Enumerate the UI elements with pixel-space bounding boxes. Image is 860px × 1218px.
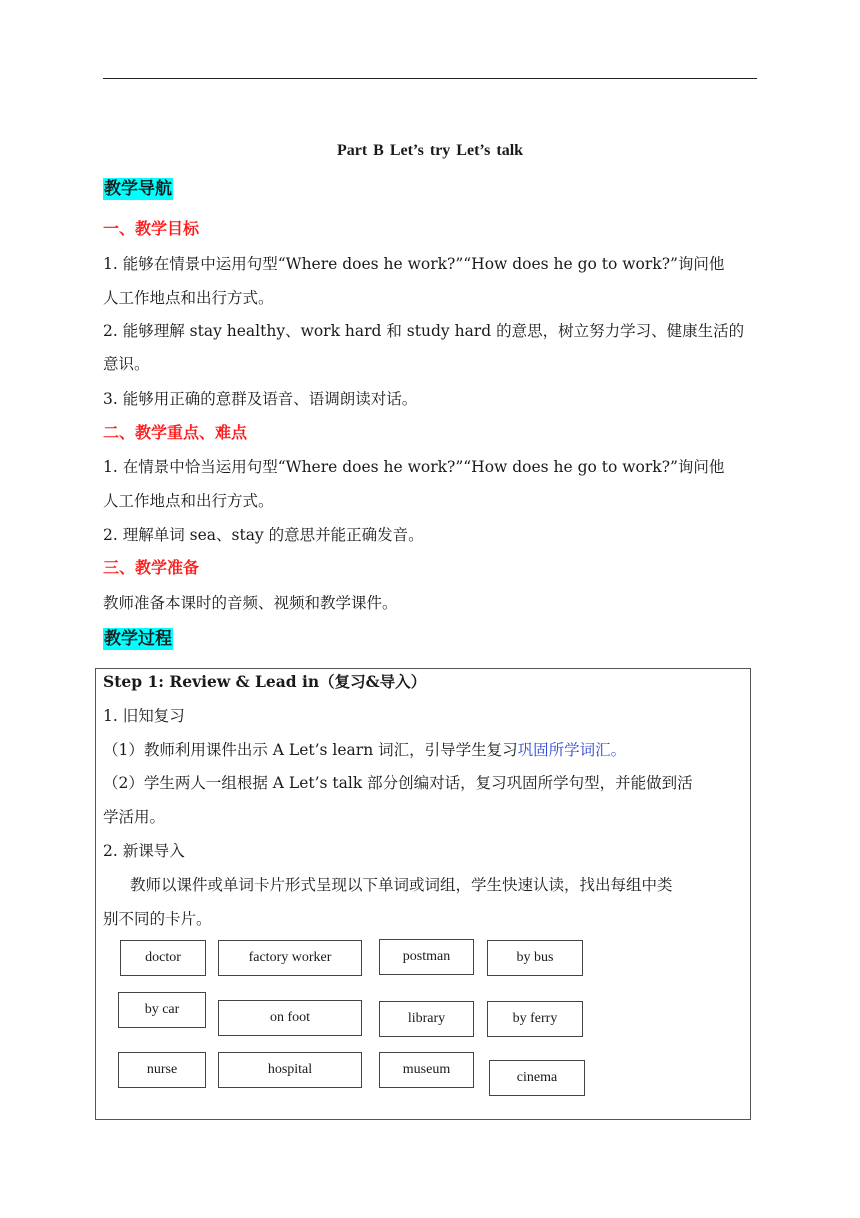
word-card: hospital	[218, 1052, 362, 1088]
keypoint-line: 2. 理解单词 sea、stay 的意思并能正确发音。	[103, 526, 424, 544]
heading-keypoints: 二、教学重点、难点	[103, 423, 248, 442]
word-card: by ferry	[487, 1001, 583, 1037]
step1-para1-highlight: 巩固所学词汇。	[517, 741, 627, 759]
word-card: on foot	[218, 1000, 362, 1036]
word-card: by car	[118, 992, 206, 1028]
heading-objectives: 一、教学目标	[103, 219, 200, 238]
step1-sub1: 1. 旧知复习	[103, 707, 185, 725]
keypoint-line: 人工作地点和出行方式。	[103, 492, 274, 510]
keypoint-line: 1. 在情景中恰当运用句型“Where does he work?”“How does he go to work?”询问他	[103, 458, 725, 476]
header-rule	[103, 78, 757, 79]
page-title: Part B Let’s try Let’s talk	[336, 142, 524, 159]
goal-line: 3. 能够用正确的意群及语音、语调朗读对话。	[103, 390, 418, 408]
step1-para3: 教师以课件或单词卡片形式呈现以下单词或词组，学生快速认读，找出每组中类	[130, 876, 673, 894]
goal-line: 1. 能够在情景中运用句型“Where does he work?”“How does he go to work?”询问他	[103, 255, 725, 273]
goal-line: 2. 能够理解 stay healthy、work hard 和 study hard 的意思，树立努力学习、健康生活的	[103, 322, 745, 340]
word-card: factory worker	[218, 940, 362, 976]
step1-para2-cont: 学活用。	[103, 808, 166, 826]
step1-para1-text: （1）教师利用课件出示 A Let’s learn 词汇，引导学生复习	[103, 741, 518, 759]
word-card: cinema	[489, 1060, 585, 1096]
goal-line: 人工作地点和出行方式。	[103, 289, 274, 307]
word-card: museum	[379, 1052, 474, 1088]
step1-para2: （2）学生两人一组根据 A Let’s talk 部分创编对话，复习巩固所学句型，并能做到活	[103, 774, 693, 792]
goal-line: 意识。	[103, 355, 150, 373]
section-teaching-nav: 教学导航	[104, 179, 172, 199]
step1-title: Step 1: Review & Lead in（复习&导入）	[103, 672, 427, 691]
preparation-text: 教师准备本课时的音频、视频和教学课件。	[103, 594, 398, 612]
step1-sub2: 2. 新课导入	[103, 842, 185, 860]
step1-para3-cont: 别不同的卡片。	[103, 910, 212, 928]
step1-para1	[103, 739, 626, 761]
word-card: by bus	[487, 940, 583, 976]
word-card: library	[379, 1001, 474, 1037]
word-card: doctor	[120, 940, 206, 976]
heading-preparation: 三、教学准备	[103, 558, 200, 577]
word-card: nurse	[118, 1052, 206, 1088]
section-teaching-process: 教学过程	[104, 629, 172, 649]
word-card: postman	[379, 939, 474, 975]
